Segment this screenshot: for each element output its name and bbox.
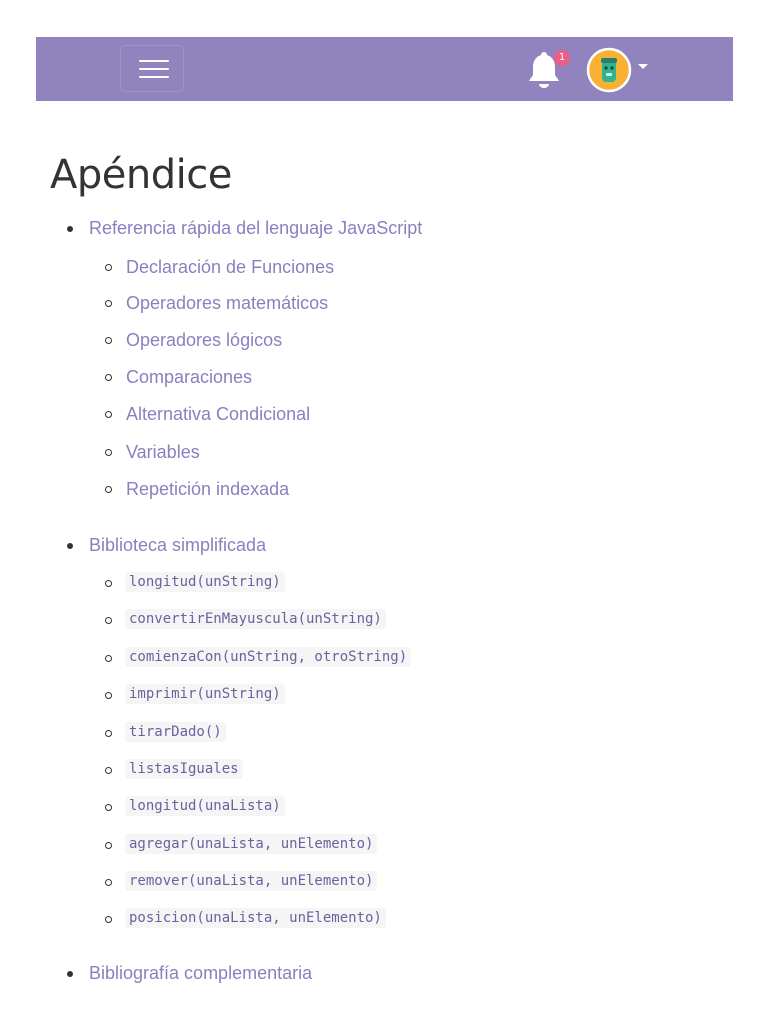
code-link[interactable]: agregar(unaLista, unElemento) [125,834,377,854]
code-link[interactable]: longitud(unString) [125,572,285,592]
section-link-biblioteca[interactable]: Biblioteca simplificada [89,535,267,555]
list-item-link[interactable]: Operadores lógicos [126,330,283,350]
list-bullet [105,842,112,849]
code-link[interactable]: longitud(unaLista) [125,796,285,816]
notification-count-badge: 1 [554,50,570,66]
list-bullet [105,804,112,811]
list-item-link[interactable]: Repetición indexada [126,479,290,499]
hamburger-line [139,76,169,78]
list-bullet [105,655,112,662]
menu-toggle-button[interactable] [120,45,184,92]
list-bullet [105,486,112,493]
list-bullet [105,411,112,418]
code-link[interactable]: listasIguales [125,759,243,779]
navbar [36,37,733,101]
hamburger-line [139,60,169,62]
list-bullet [105,374,112,381]
hamburger-line [139,68,169,70]
list-item-link[interactable]: Comparaciones [126,367,253,387]
list-bullet [105,730,112,737]
list-bullet [105,879,112,886]
list-bullet [105,300,112,307]
list-item-link[interactable]: Alternativa Condicional [126,404,311,424]
code-link[interactable]: tirarDado() [125,722,226,742]
list-bullet [105,767,112,774]
user-avatar-icon[interactable] [586,47,632,93]
list-item-link[interactable]: Operadores matemáticos [126,293,329,313]
chevron-down-icon[interactable] [637,63,649,71]
list-bullet [67,543,73,549]
list-bullet [105,580,112,587]
code-link[interactable]: convertirEnMayuscula(unString) [125,609,386,629]
section-link-referencia[interactable]: Referencia rápida del lenguaje JavaScript [89,218,423,238]
list-bullet [67,971,73,977]
list-item-link[interactable]: Variables [126,442,200,462]
page-title: Apéndice [50,152,232,198]
list-item-link[interactable]: Declaración de Funciones [126,257,335,277]
section-link-bibliografia[interactable]: Bibliografía complementaria [89,963,313,983]
list-bullet [105,617,112,624]
list-bullet [105,916,112,923]
list-bullet [105,337,112,344]
code-link[interactable]: posicion(unaLista, unElemento) [125,908,386,928]
code-link[interactable]: remover(unaLista, unElemento) [125,871,377,891]
list-bullet [105,449,112,456]
code-link[interactable]: imprimir(unString) [125,684,285,704]
list-bullet [105,692,112,699]
list-bullet [105,264,112,271]
code-link[interactable]: comienzaCon(unString, otroString) [125,647,411,667]
list-bullet [67,226,73,232]
